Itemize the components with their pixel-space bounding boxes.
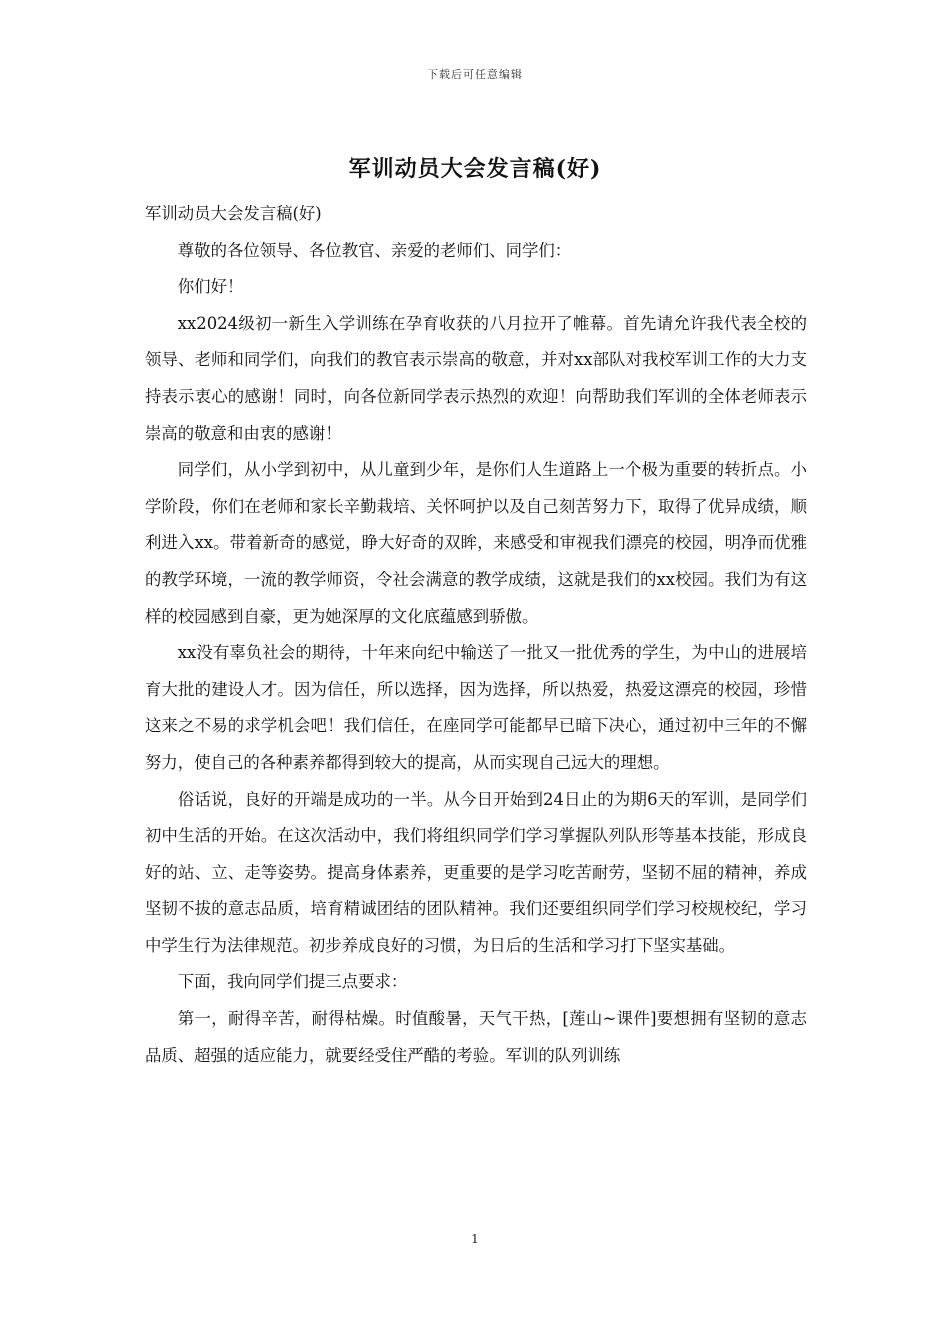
paragraph-requirements-intro: 下面，我向同学们提三点要求：: [177, 972, 408, 992]
paragraph-opening: xx2024级初一新生入学训练在孕育收获的八月拉开了帷幕。首先请允许我代表全校的领导、老师和同学们，向我们的教官表示崇高的敬意，并对xx部队对我校军训工作的大力支持表示衷心的感谢！同时，向各位新同学表示热烈的欢迎！向帮助我们军训的全体老师表示崇高的敬意和由衷的感谢！: [145, 313, 807, 443]
paragraph-greeting-audience: 尊敬的各位领导、各位教官、亲爱的老师们、同学们：: [177, 240, 572, 260]
paragraph-turning-point: 同学们，从小学到初中，从儿童到少年，是你们人生道路上一个极为重要的转折点。小学阶段，你们在老师和家长辛勤栽培、关怀呵护以及自己刻苦努力下，取得了优异成绩，顺利进入xx。带着新奇的感觉，睁大好奇的双眸，来感受和审视我们漂亮的校园，明净而优雅的教学环境，一流的教学师资，令社会满意的教学成绩，这就是我们的xx校园。我们为有这样的校园感到自豪，更为她深厚的文化底蕴感到骄傲。: [145, 460, 807, 626]
paragraph-hello: 你们好！: [177, 277, 244, 297]
document-title: 军训动员大会发言稿(好): [348, 156, 602, 182]
paragraph-requirement-one: 第一，耐得辛苦，耐得枯燥。时值酸暑，天气干热，[莲山~课件]要想拥有坚韧的意志品质、超强的适应能力，就要经受住严酷的考验。军训的队列训练: [145, 1009, 807, 1065]
document-body: [145, 196, 807, 1074]
document-subtitle: 军训动员大会发言稿(好): [145, 204, 322, 223]
paragraph-training-plan: 俗话说，良好的开端是成功的一半。从今日开始到24日止的为期6天的军训，是同学们初中生活的开始。在这次活动中，我们将组织同学们学习掌握队列队形等基本技能，形成良好的站、立、走等姿势。提高身体素养，更重要的是学习吃苦耐劳，坚韧不屈的精神，养成坚韧不拔的意志品质，培育精诚团结的团队精神。我们还要组织同学们学习校规校纪，学习中学生行为法律规范。初步养成良好的习惯，为日后的生活和学习打下坚实基础。: [145, 789, 807, 955]
page-number: 1: [471, 1232, 479, 1246]
download-note-header: 下载后可任意编辑: [427, 68, 523, 81]
paragraph-school-expectations: xx没有辜负社会的期待，十年来向纪中输送了一批又一批优秀的学生，为中山的进展培育大批的建设人才。因为信任，所以选择，因为选择，所以热爱，热爱这漂亮的校园，珍惜这来之不易的求学机会吧！我们信任，在座同学可能都早已暗下决心，通过初中三年的不懈努力，使自己的各种素养都得到较大的提高，从而实现自己远大的理想。: [145, 643, 807, 772]
